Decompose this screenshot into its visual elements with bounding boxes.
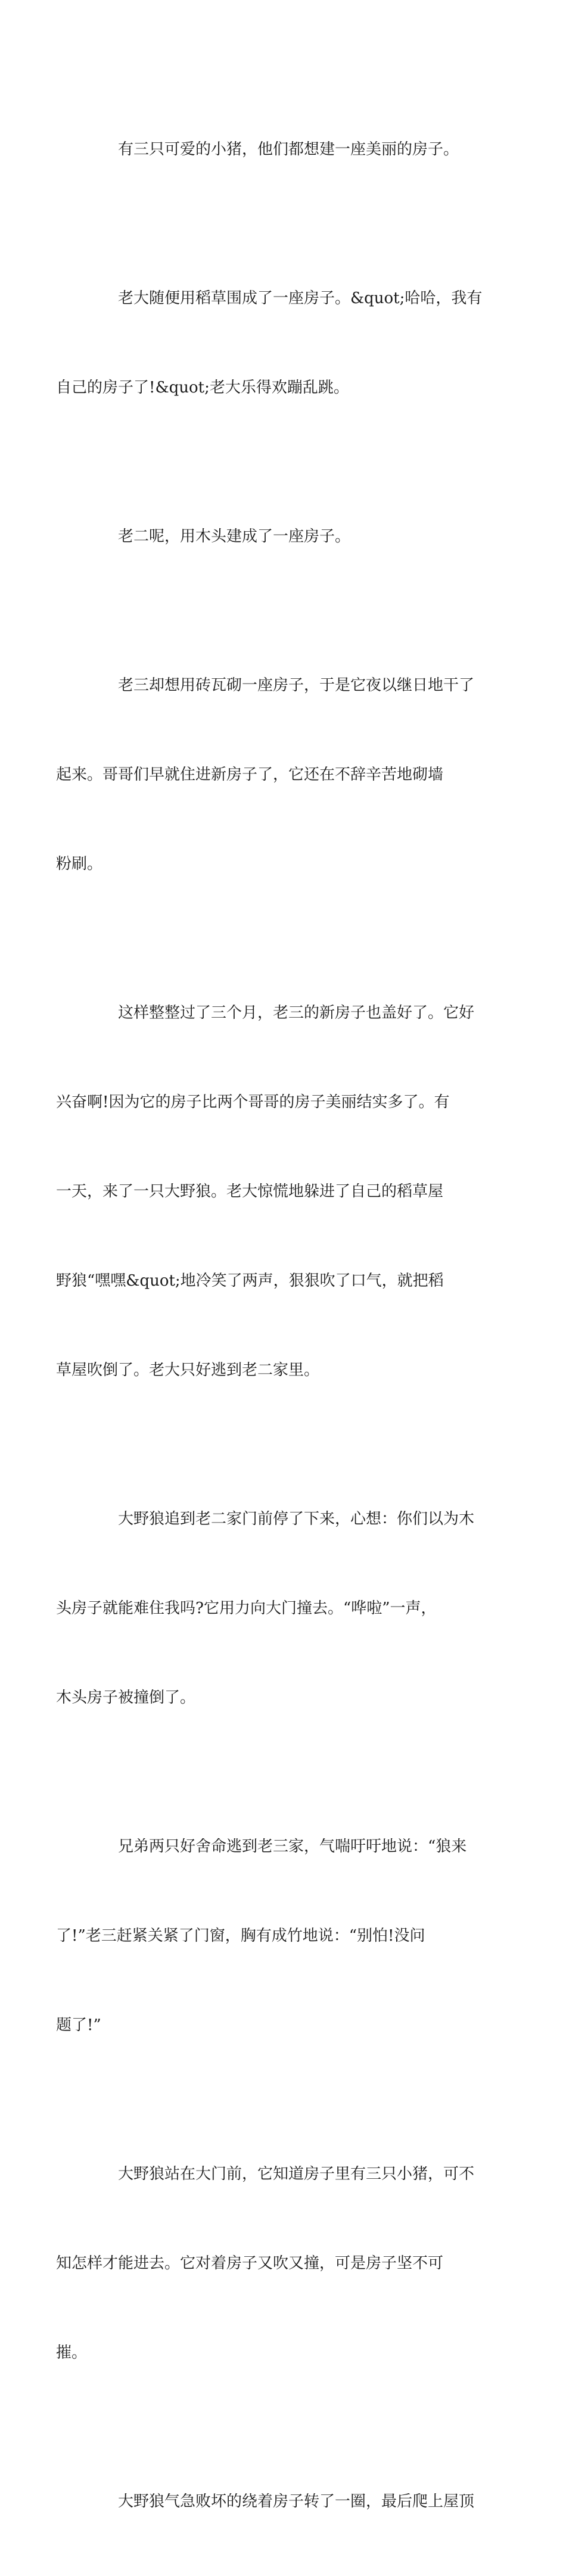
paragraph-1 [87,75,483,224]
text-line: 大野狼追到老二家门前停了下来，心想：你们以为木 [118,1510,475,1528]
text-line: 有三只可爱的小猪，他们都想建一座美丽的房子。 [118,141,459,158]
text-line: 这样整整过了三个月，老三的新房子也盖好了。它好 [118,1004,475,1022]
text-line: 老二呢，用木头建成了一座房子。 [118,528,351,545]
text-line: 粉刷。 [56,855,103,873]
text-line: 野狼“嘿嘿&quot;地冷笑了两声，狠狠吹了口气，就把稻 [56,1272,444,1290]
text-line: 题了!” [56,2016,101,2034]
paragraph-9 [87,2427,483,2576]
text-line: 头房子就能难住我吗?它用力向大门撞去。“哗啦”一声， [56,1599,437,1617]
text-line: 知怎样才能进去。它对着房子又吹又撞，可是房子坚不可 [56,2254,444,2272]
document-page [56,75,483,2576]
paragraph-8 [56,2100,483,2427]
text-line: 一天，来了一只大野狼。老大惊慌地躲进了自己的稻草屋 [56,1183,444,1200]
paragraph-2 [56,224,483,462]
text-line: 了!”老三赶紧关紧了门窗，胸有成竹地说：“别怕!没问 [56,1927,425,1945]
paragraph-6 [56,1445,483,1772]
paragraph-4 [56,611,483,938]
text-line: 兄弟两只好舍命逃到老三家，气喘吁吁地说：“狼来 [118,1838,467,1855]
text-line: 大野狼站在大门前，它知道房子里有三只小猪，可不 [118,2165,475,2183]
text-line: 老大随便用稻草围成了一座房子。&quot;哈哈，我有 [118,289,483,307]
text-line: 摧。 [56,2344,88,2362]
text-line: 大野狼气急败坏的绕着房子转了一圈，最后爬上屋顶 [118,2493,475,2510]
paragraph-5 [56,938,483,1445]
text-line: 木头房子被撞倒了。 [56,1689,196,1707]
text-line: 兴奋啊!因为它的房子比两个哥哥的房子美丽结实多了。有 [56,1093,450,1111]
text-line: 草屋吹倒了。老大只好逃到老二家里。 [56,1361,320,1379]
text-line: 起来。哥哥们早就住进新房子了，它还在不辞辛苦地砌墙 [56,766,444,784]
paragraph-3 [87,462,483,611]
text-line: 自己的房子了!&quot;老大乐得欢蹦乱跳。 [56,379,349,397]
text-line: 老三却想用砖瓦砌一座房子，于是它夜以继日地干了 [118,676,475,694]
paragraph-7 [56,1772,483,2100]
